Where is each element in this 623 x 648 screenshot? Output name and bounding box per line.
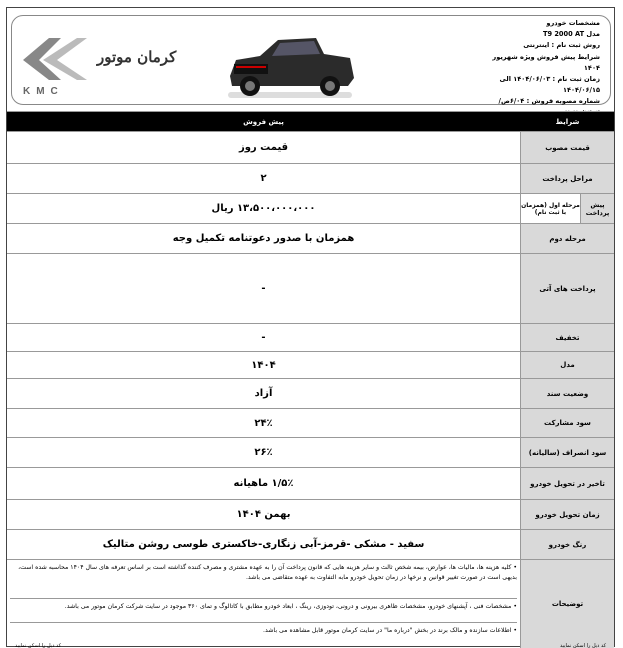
table-row (7, 351, 614, 378)
row-value: ۲۴٪ (254, 417, 273, 429)
row-value: آزاد (254, 388, 273, 399)
table-row (7, 131, 614, 163)
row-label: مرحله دوم (520, 224, 614, 253)
row-value: ۱۴۰۴ (251, 359, 276, 371)
spec-conditions: شرایط پیش فروش ویژه شهریور ۱۴۰۴ (492, 52, 600, 72)
note-item: • اطلاعات سازنده و مالک برند در بخش "درباره ما" در سایت کرمان موتور قابل مشاهده می باشد. (10, 622, 517, 636)
row-label: زمان تحویل خودرو (520, 500, 614, 529)
row-label: قیمت مصوب (520, 132, 614, 163)
table-row (7, 253, 614, 323)
note-item: • کلیه هزینه ها، مالیات ها، عوارض، بیمه شخص ثالث و سایر هزینه هایی که قانون پرداخت آن را به عهده مشتری و مصرف کننده گذاشته است بر اساس تعرفه های سال ۱۴۰۴ محاسبه شده است، بدیهی است در صورت تغییر قوانین و نرخها در زمان تحویل خودرو مابه التفاوت به عهده متقاضی می باشد. (18, 564, 517, 581)
row-label: پیش پرداخت (580, 194, 614, 223)
row-label: وضعیت سند (520, 379, 614, 408)
row-value: ۲ (260, 173, 267, 184)
notes-row (7, 559, 614, 648)
spec-block (490, 18, 600, 119)
row-label: تخفیف (520, 324, 614, 351)
row-label: مراحل پرداخت (520, 164, 614, 193)
svg-text:KMC: KMC (23, 86, 64, 97)
table-row (7, 163, 614, 193)
table-row (7, 323, 614, 351)
car-image (220, 26, 360, 102)
spec-approval: شماره مصوبه فروش : ۶/۰۴ص/ (498, 97, 600, 106)
col-presale: پیش فروش (243, 117, 284, 126)
spec-reg-time: زمان ثبت نام : ۱۴۰۴/۰۶/۰۳ الی ۱۴۰۴/۰۶/۱۵ (499, 75, 600, 95)
row-label: توضیحات (520, 560, 614, 648)
table-row (7, 193, 614, 223)
row-value: قیمت روز (238, 142, 289, 153)
row-value: سفید - مشکی -قرمز-آبی زنگاری-خاکستری طوسی روشن متالیک (102, 539, 425, 550)
kmc-logo (17, 32, 92, 98)
table-row (7, 408, 614, 437)
sub-label: مرحله اول (همزمان با ثبت نام) (520, 194, 580, 223)
header (7, 8, 614, 109)
spec-method: روش ثبت نام : اینترنتی (523, 41, 600, 50)
table-header-row (7, 111, 614, 131)
row-label: پرداخت های آتی (520, 254, 614, 323)
spec-title: مشخصات خودرو (546, 19, 600, 27)
row-label: تاخیر در تحویل خودرو (520, 468, 614, 499)
row-value: ۱۳،۵۰۰،۰۰۰،۰۰۰ ریال (211, 203, 316, 214)
table-row (7, 467, 614, 499)
table-row (7, 223, 614, 253)
row-value: همزمان با صدور دعوتنامه تکمیل وجه (172, 233, 355, 244)
row-value: بهمن ۱۴۰۴ (236, 509, 291, 520)
table-row (7, 378, 614, 408)
col-conditions: شرایط (520, 112, 614, 131)
row-value: - (261, 283, 266, 294)
table-row (7, 529, 614, 559)
row-label: سود انصراف (سالیانه) (520, 438, 614, 467)
note-item: • مشخصات فنی ، آپشنهای خودرو، مشخصات ظاهری بیرونی و درونی، تودوزی، رینگ ، ابعاد خودرو مطابق با کاتالوگ و تمای ۳۶۰ موجود در سایت شرکت کرمان موتور می باشد. (10, 598, 517, 612)
row-label: سود مشارکت (520, 409, 614, 437)
row-value: ۱/۵٪ ماهیانه (233, 478, 294, 489)
row-value: - (261, 332, 266, 343)
document-frame: مشخصات خودرو مدل T9 2000 AT روش ثبت نام : اینترنتی شرایط پیش فروش ویژه شهریور ۱۴۰۴ زمان ثبت نام : ۱۴۰۴/۰۶/۰۳ الی ۱۴۰۴/۰۶/۱۵ شماره مصوبه فروش : ۶/۰۴ص/ کرمان موتور KMC شرایط پیش فروش قیمت مصوب قیمت روز مراحل پرداخت ۲ پیش پرداخت مرحله اول (همزمان با ثبت نام) ۱۳،۵۰۰،۰۰۰،۰۰۰ ریال مرحله دوم همزمان با صدور دعوتنامه تکمیل وجه پرداخت های آتی - تخفیف - مدل ۱۴۰۴ وضعیت سند آزاد سود مشارکت ۲۴٪ سود انصراف (سالیانه) ۲۶٪ تاخیر در تحویل خودرو ۱/۵٪ ماهیانه زمان تحویل خودرو بهمن ۱۴۰۴ رنگ خودرو سفید - مشکی -قرمز-آبی زنگاری-خاکستری طوسی روشن متالیک توضیحات • کلیه هزینه ها، مالیات ها، عوارض، بیمه شخص ثالث و سایر هزینه هایی که قانون پرداخت آن را به عهده مشتری و مصرف کننده گذاشته است بر اساس تعرفه های سال ۱۴۰۴ محاسبه شده است، بدیهی است در صورت تغییر قوانین و نرخها در زمان تحویل خودرو مابه التفاوت به عهده متقاضی می باشد. • مشخصات فنی ، آپشنهای خودرو، مشخصات ظاهری بیرونی و درونی، تودوزی، رینگ ، ابعاد خودرو مطابق با کاتالوگ و تمای ۳۶۰ موجود در سایت شرکت کرمان موتور می باشد. • اطلاعات سازنده و مالک برند در بخش "درباره ما" در سایت کرمان موتور قابل مشاهده می باشد. کد ذیل را اسکن نمایید (6, 7, 615, 647)
brand-name: کرمان موتور (97, 48, 177, 66)
row-value: ۲۶٪ (254, 447, 273, 458)
table-row (7, 499, 614, 529)
spec-model: مدل T9 2000 AT (542, 30, 600, 39)
row-label: رنگ خودرو (520, 530, 614, 559)
table-row (7, 437, 614, 467)
row-label: مدل (520, 352, 614, 378)
